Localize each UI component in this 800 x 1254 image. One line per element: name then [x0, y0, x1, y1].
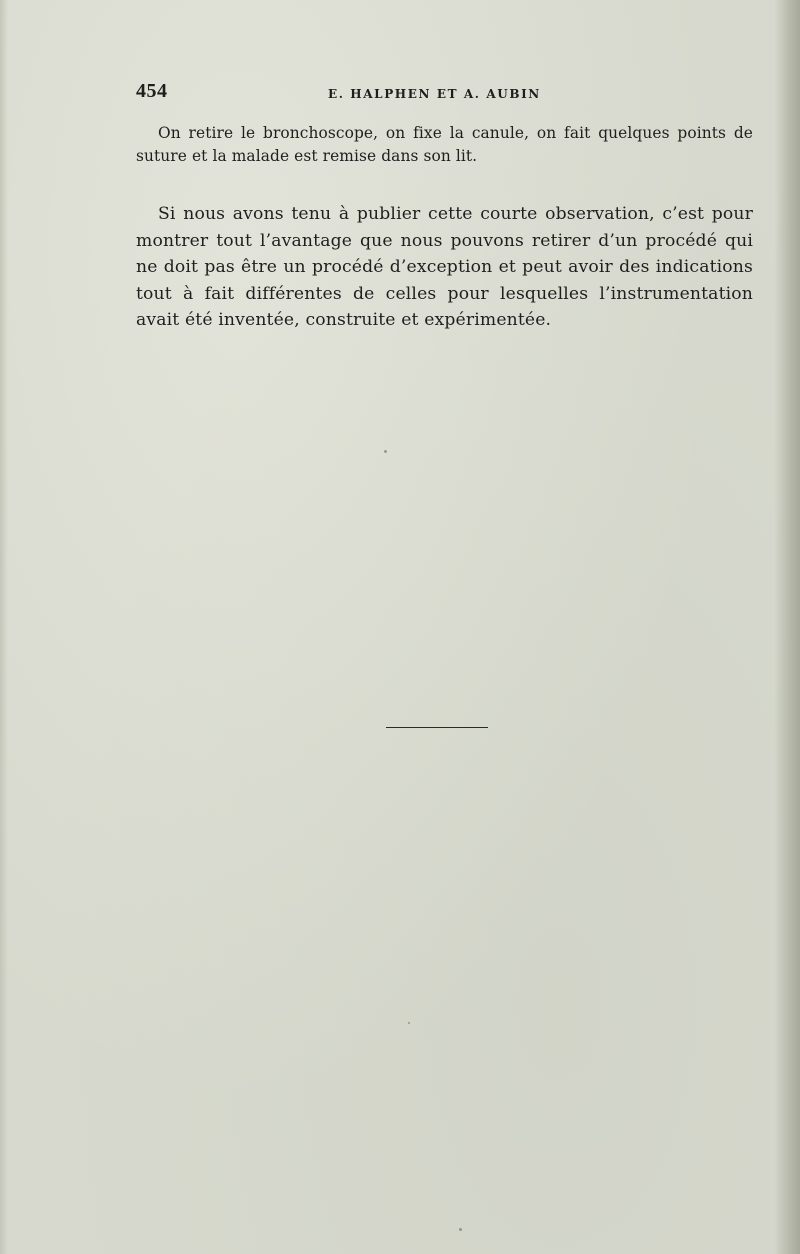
page-left-edge-shadow [0, 0, 8, 1254]
paragraph-conclusion: Si nous avons tenu à publier cette courte observation, c’est pour montrer tout l’avantage que nous pouvons retirer d’un procédé qui ne doit pas être un procédé d’exception et peut avoir des indications tout à fait différentes de celles pour lesquelles l’instrumentation avait été inventée, construite et expérimentée. [136, 204, 753, 330]
running-head: E. HALPHEN ET A. AUBIN [328, 87, 541, 101]
paragraph-closing-procedure: On retire le bronchoscope, on fixe la canule, on fait quelques points de suture et la malade est remise dans son lit. [136, 124, 753, 165]
paper-speck [384, 450, 387, 453]
paper-speck [408, 1022, 410, 1024]
page-number: 454 [136, 80, 168, 102]
page-header [136, 80, 753, 106]
page-right-edge-shadow [774, 0, 800, 1254]
end-of-article-rule [386, 727, 488, 728]
paper-speck [459, 1228, 462, 1231]
